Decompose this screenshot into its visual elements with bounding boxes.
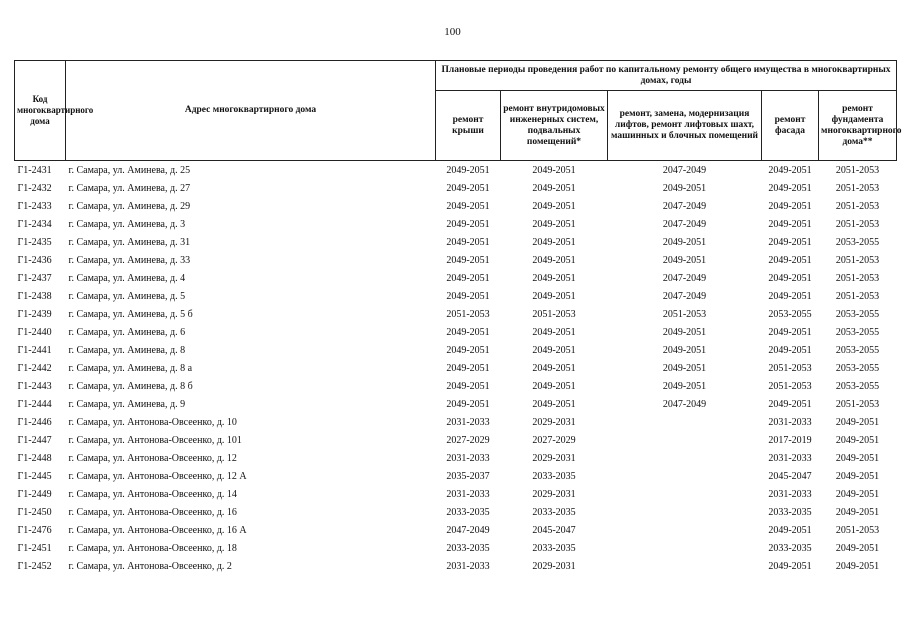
cell-roof: 2049-2051 xyxy=(446,200,490,212)
cell-engineering: 2045-2047 xyxy=(532,524,576,536)
cell-roof: 2049-2051 xyxy=(446,254,490,266)
table-row xyxy=(15,377,897,395)
cell-engineering: 2051-2053 xyxy=(532,308,576,320)
row-address: г. Самара, ул. Аминева, д. 27 xyxy=(68,182,191,194)
cell-facade: 2033-2035 xyxy=(768,506,812,518)
cell-engineering: 2027-2029 xyxy=(532,434,576,446)
cell-roof: 2031-2033 xyxy=(446,416,490,428)
cell-foundation: 2049-2051 xyxy=(835,416,880,428)
cell-facade: 2049-2051 xyxy=(768,290,812,302)
cell-engineering: 2049-2051 xyxy=(532,236,576,248)
row-address: г. Самара, ул. Антонова-Овсеенко, д. 10 xyxy=(68,416,237,428)
table-row xyxy=(15,539,897,557)
cell-facade: 2033-2035 xyxy=(768,542,812,554)
table-header xyxy=(15,61,902,161)
cell-facade: 2051-2053 xyxy=(768,362,812,374)
table-row xyxy=(15,503,897,521)
cell-foundation: 2049-2051 xyxy=(835,470,880,482)
cell-elevators: 2047-2049 xyxy=(662,398,707,410)
cell-foundation: 2049-2051 xyxy=(835,452,880,464)
cell-elevators xyxy=(608,449,762,467)
row-address: г. Самара, ул. Аминева, д. 4 xyxy=(68,272,186,284)
table-row xyxy=(15,395,897,413)
table-row xyxy=(15,233,897,251)
cell-facade: 2049-2051 xyxy=(768,164,812,176)
cell-facade: 2049-2051 xyxy=(768,344,812,356)
row-address: г. Самара, ул. Аминева, д. 9 xyxy=(68,398,186,410)
cell-foundation: 2053-2055 xyxy=(835,380,880,392)
cell-roof: 2049-2051 xyxy=(446,398,490,410)
cell-foundation: 2049-2051 xyxy=(835,560,880,572)
row-address: г. Самара, ул. Аминева, д. 8 xyxy=(68,344,186,356)
row-address: г. Самара, ул. Антонова-Овсеенко, д. 2 xyxy=(68,560,232,572)
cell-elevators: 2049-2051 xyxy=(662,182,707,194)
cell-roof: 2027-2029 xyxy=(446,434,490,446)
cell-foundation: 2053-2055 xyxy=(835,344,880,356)
cell-elevators: 2049-2051 xyxy=(662,362,707,374)
cell-foundation: 2053-2055 xyxy=(835,308,880,320)
cell-roof: 2033-2035 xyxy=(446,506,490,518)
cell-elevators xyxy=(608,521,762,539)
table-body xyxy=(15,161,897,576)
cell-elevators: 2047-2049 xyxy=(662,272,707,284)
cell-foundation: 2049-2051 xyxy=(835,434,880,446)
cell-roof: 2049-2051 xyxy=(446,182,490,194)
row-code: Г1-2436 xyxy=(17,254,52,266)
table-row xyxy=(15,341,897,359)
cell-elevators xyxy=(608,539,762,557)
cell-foundation: 2051-2053 xyxy=(835,524,880,536)
table-row xyxy=(15,179,897,197)
cell-elevators: 2047-2049 xyxy=(662,164,707,176)
cell-engineering: 2049-2051 xyxy=(532,398,576,410)
table-row xyxy=(15,431,897,449)
cell-facade: 2049-2051 xyxy=(768,254,812,266)
header-address: Адрес многоквартирного дома xyxy=(66,61,436,161)
header-engineering: ремонт внутридомовых инженерных систем, подвальных помещений* xyxy=(501,91,608,161)
table-row xyxy=(15,485,897,503)
cell-foundation: 2051-2053 xyxy=(835,218,880,230)
row-code: Г1-2446 xyxy=(17,416,52,428)
cell-foundation: 2049-2051 xyxy=(835,488,880,500)
cell-facade: 2031-2033 xyxy=(768,416,812,428)
page-number: 100 xyxy=(444,26,461,38)
cell-facade: 2051-2053 xyxy=(768,380,812,392)
row-address: г. Самара, ул. Антонова-Овсеенко, д. 101 xyxy=(68,434,242,446)
cell-facade: 2049-2051 xyxy=(768,398,812,410)
row-address: г. Самара, ул. Антонова-Овсеенко, д. 12 А xyxy=(68,470,247,482)
cell-facade: 2049-2051 xyxy=(768,236,812,248)
cell-engineering: 2029-2031 xyxy=(532,488,576,500)
cell-elevators xyxy=(608,485,762,503)
cell-roof: 2051-2053 xyxy=(446,308,490,320)
header-elevators: ремонт, замена, модернизация лифтов, ремонт лифтовых шахт, машинных и блочных помещений xyxy=(608,91,762,161)
cell-facade: 2031-2033 xyxy=(768,488,812,500)
row-code: Г1-2444 xyxy=(17,398,52,410)
cell-foundation: 2053-2055 xyxy=(835,362,880,374)
row-code: Г1-2448 xyxy=(17,452,52,464)
cell-elevators xyxy=(608,413,762,431)
table-row xyxy=(15,251,897,269)
cell-engineering: 2029-2031 xyxy=(532,416,576,428)
cell-elevators: 2049-2051 xyxy=(662,236,707,248)
cell-elevators: 2049-2051 xyxy=(662,380,707,392)
cell-facade: 2049-2051 xyxy=(768,326,812,338)
header-periods: Плановые периоды проведения работ по капитальному ремонту общего имущества в многоквартирных домах, годы xyxy=(436,61,897,91)
cell-elevators xyxy=(608,557,762,575)
cell-foundation: 2049-2051 xyxy=(835,506,880,518)
cell-engineering: 2049-2051 xyxy=(532,326,576,338)
cell-elevators: 2051-2053 xyxy=(662,308,707,320)
cell-engineering: 2049-2051 xyxy=(532,272,576,284)
cell-engineering: 2049-2051 xyxy=(532,290,576,302)
row-address: г. Самара, ул. Аминева, д. 6 xyxy=(68,326,186,338)
row-code: Г1-2437 xyxy=(17,272,52,284)
cell-roof: 2049-2051 xyxy=(446,326,490,338)
cell-elevators: 2049-2051 xyxy=(662,254,707,266)
row-address: г. Самара, ул. Аминева, д. 31 xyxy=(68,236,191,248)
cell-roof: 2047-2049 xyxy=(446,524,490,536)
table-row xyxy=(15,467,897,485)
row-address: г. Самара, ул. Антонова-Овсеенко, д. 16 xyxy=(68,506,237,518)
cell-foundation: 2051-2053 xyxy=(835,182,880,194)
cell-foundation: 2051-2053 xyxy=(835,272,880,284)
cell-engineering: 2049-2051 xyxy=(532,362,576,374)
repair-schedule-table xyxy=(14,60,902,575)
cell-facade: 2053-2055 xyxy=(768,308,812,320)
cell-facade: 2049-2051 xyxy=(768,182,812,194)
cell-engineering: 2033-2035 xyxy=(532,506,576,518)
cell-facade: 2049-2051 xyxy=(768,200,812,212)
cell-elevators: 2047-2049 xyxy=(662,200,707,212)
row-code: Г1-2433 xyxy=(17,200,52,212)
row-code: Г1-2442 xyxy=(17,362,52,374)
table-row xyxy=(15,197,897,215)
cell-foundation: 2051-2053 xyxy=(835,398,880,410)
row-code: Г1-2451 xyxy=(17,542,52,554)
row-code: Г1-2431 xyxy=(17,164,52,176)
cell-facade: 2045-2047 xyxy=(768,470,812,482)
header-roof: ремонт крыши xyxy=(436,91,501,161)
cell-roof: 2049-2051 xyxy=(446,344,490,356)
row-address: г. Самара, ул. Аминева, д. 33 xyxy=(68,254,191,266)
row-address: г. Самара, ул. Аминева, д. 25 xyxy=(68,164,191,176)
cell-engineering: 2049-2051 xyxy=(532,218,576,230)
row-code: Г1-2438 xyxy=(17,290,52,302)
row-code: Г1-2452 xyxy=(17,560,52,572)
row-code: Г1-2476 xyxy=(17,524,52,536)
row-address: г. Самара, ул. Антонова-Овсеенко, д. 18 xyxy=(68,542,237,554)
row-code: Г1-2432 xyxy=(17,182,52,194)
row-address: г. Самара, ул. Антонова-Овсеенко, д. 14 xyxy=(68,488,237,500)
table-row xyxy=(15,305,897,323)
cell-foundation: 2053-2055 xyxy=(835,326,880,338)
cell-engineering: 2049-2051 xyxy=(532,380,576,392)
cell-engineering: 2049-2051 xyxy=(532,200,576,212)
cell-engineering: 2049-2051 xyxy=(532,164,576,176)
cell-roof: 2033-2035 xyxy=(446,542,490,554)
table-row xyxy=(15,161,897,180)
table-row xyxy=(15,413,897,431)
row-code: Г1-2439 xyxy=(17,308,52,320)
cell-roof: 2049-2051 xyxy=(446,218,490,230)
row-code: Г1-2440 xyxy=(17,326,52,338)
row-code: Г1-2441 xyxy=(17,344,52,356)
cell-facade: 2049-2051 xyxy=(768,560,812,572)
cell-facade: 2049-2051 xyxy=(768,524,812,536)
cell-foundation: 2049-2051 xyxy=(835,542,880,554)
table-row xyxy=(15,449,897,467)
cell-elevators: 2049-2051 xyxy=(662,326,707,338)
header-code: Код многоквартирного дома xyxy=(15,61,66,161)
cell-engineering: 2029-2031 xyxy=(532,452,576,464)
row-address: г. Самара, ул. Аминева, д. 3 xyxy=(68,218,186,230)
cell-engineering: 2029-2031 xyxy=(532,560,576,572)
row-address: г. Самара, ул. Антонова-Овсеенко, д. 12 xyxy=(68,452,237,464)
row-address: г. Самара, ул. Антонова-Овсеенко, д. 16 А xyxy=(68,524,247,536)
cell-facade: 2031-2033 xyxy=(768,452,812,464)
row-address: г. Самара, ул. Аминева, д. 5 xyxy=(68,290,186,302)
cell-roof: 2031-2033 xyxy=(446,452,490,464)
row-code: Г1-2445 xyxy=(17,470,52,482)
cell-foundation: 2051-2053 xyxy=(835,290,880,302)
table-row xyxy=(15,521,897,539)
cell-engineering: 2033-2035 xyxy=(532,542,576,554)
cell-engineering: 2049-2051 xyxy=(532,344,576,356)
cell-elevators: 2047-2049 xyxy=(662,290,707,302)
cell-foundation: 2053-2055 xyxy=(835,236,880,248)
cell-roof: 2049-2051 xyxy=(446,362,490,374)
cell-foundation: 2051-2053 xyxy=(835,254,880,266)
row-address: г. Самара, ул. Аминева, д. 5 б xyxy=(68,308,193,320)
row-address: г. Самара, ул. Аминева, д. 8 а xyxy=(68,362,193,374)
table-row xyxy=(15,323,897,341)
table-row xyxy=(15,359,897,377)
cell-roof: 2049-2051 xyxy=(446,380,490,392)
table-row xyxy=(15,557,897,575)
row-address: г. Самара, ул. Аминева, д. 29 xyxy=(68,200,191,212)
row-code: Г1-2449 xyxy=(17,488,52,500)
table-row xyxy=(15,269,897,287)
cell-roof: 2035-2037 xyxy=(446,470,490,482)
cell-roof: 2031-2033 xyxy=(446,560,490,572)
cell-foundation: 2051-2053 xyxy=(835,164,880,176)
cell-roof: 2049-2051 xyxy=(446,236,490,248)
cell-roof: 2049-2051 xyxy=(446,164,490,176)
cell-elevators: 2047-2049 xyxy=(662,218,707,230)
header-foundation: ремонт фундамента многоквартирного дома** xyxy=(819,91,897,161)
header-facade: ремонт фасада xyxy=(762,91,819,161)
cell-facade: 2017-2019 xyxy=(768,434,812,446)
cell-engineering: 2049-2051 xyxy=(532,254,576,266)
cell-elevators xyxy=(608,431,762,449)
cell-elevators xyxy=(608,503,762,521)
row-code: Г1-2443 xyxy=(17,380,52,392)
cell-elevators xyxy=(608,467,762,485)
cell-foundation: 2051-2053 xyxy=(835,200,880,212)
cell-engineering: 2049-2051 xyxy=(532,182,576,194)
table-row xyxy=(15,287,897,305)
row-code: Г1-2450 xyxy=(17,506,52,518)
cell-roof: 2049-2051 xyxy=(446,290,490,302)
cell-roof: 2031-2033 xyxy=(446,488,490,500)
cell-facade: 2049-2051 xyxy=(768,272,812,284)
row-code: Г1-2434 xyxy=(17,218,52,230)
cell-engineering: 2033-2035 xyxy=(532,470,576,482)
cell-facade: 2049-2051 xyxy=(768,218,812,230)
row-address: г. Самара, ул. Аминева, д. 8 б xyxy=(68,380,193,392)
row-code: Г1-2435 xyxy=(17,236,52,248)
row-code: Г1-2447 xyxy=(17,434,52,446)
cell-roof: 2049-2051 xyxy=(446,272,490,284)
table-row xyxy=(15,215,897,233)
cell-elevators: 2049-2051 xyxy=(662,344,707,356)
